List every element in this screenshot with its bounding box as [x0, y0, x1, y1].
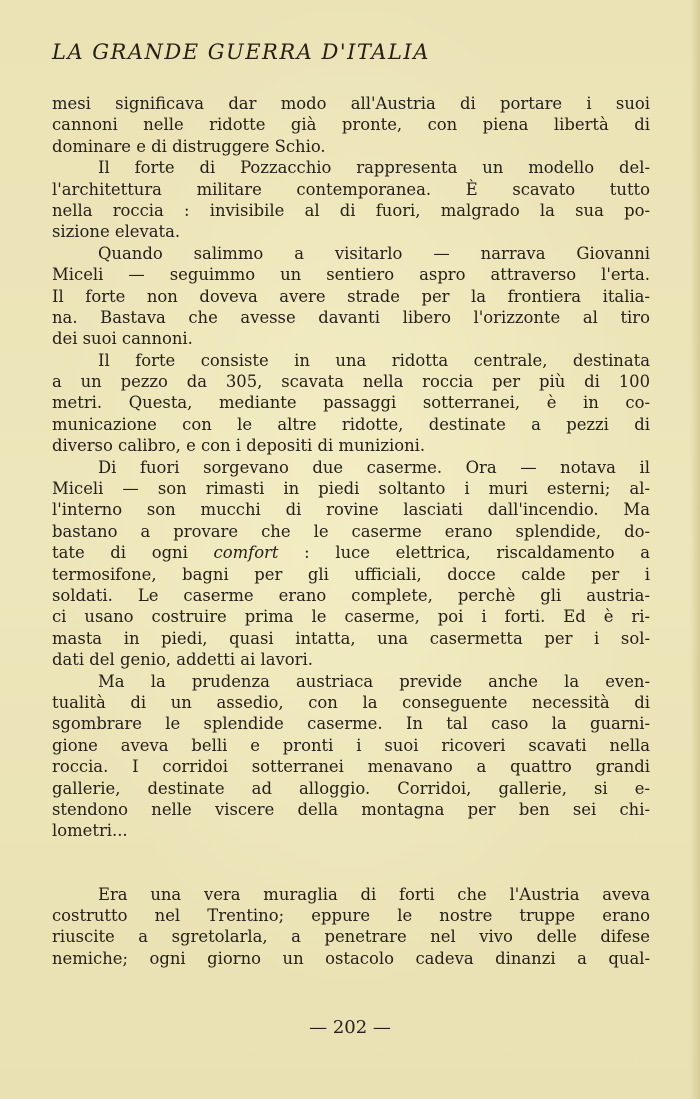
text-line: roccia. I corridoi sotterranei menavano a quattro grandi: [52, 757, 650, 777]
text-line: tate di ogni comfort : luce elettrica, riscaldamento a: [52, 543, 651, 563]
text-line: dei suoi cannoni.: [52, 329, 193, 349]
text-line: nella roccia : invisibile al di fuori, malgrado la sua po-: [52, 200, 650, 220]
text-line: l'interno son mucchi di rovine lasciati dall'incendio. Ma: [52, 500, 650, 520]
text-line: Ma la prudenza austriaca previde anche la even-: [98, 671, 650, 691]
running-title: LA GRANDE GUERRA D'ITALIA: [52, 40, 430, 64]
text-line: diverso calibro, e con i depositi di munizioni.: [52, 436, 426, 456]
page-number: — 202 —: [309, 1017, 391, 1038]
text-line: a un pezzo da 305, scavata nella roccia per più di 100: [52, 372, 650, 392]
text-line: Il forte non doveva avere strade per la frontiera italia-: [52, 286, 650, 306]
text-line: cannoni nelle ridotte già pronte, con piena libertà di: [52, 115, 650, 135]
text-line: lometri...: [52, 821, 128, 841]
text-line: Miceli — son rimasti in piedi soltanto i muri esterni; al-: [52, 479, 650, 499]
text-line: termosifone, bagni per gli ufficiali, docce calde per i: [52, 564, 650, 584]
text-line: sizione elevata.: [52, 222, 181, 242]
section-break: [52, 842, 650, 884]
text-line: mesi significava dar modo all'Austria di portare i suoi: [52, 94, 650, 113]
text-line: gallerie, destinate ad alloggio. Corridoi, gallerie, si e-: [52, 778, 650, 798]
text-line: riuscite a sgretolarla, a penetrare nel vivo delle difese: [52, 927, 650, 947]
text-line: dati del genio, addetti ai lavori.: [52, 650, 313, 670]
text-line: bastano a provare che le caserme erano splendide, do-: [52, 521, 650, 541]
text-line: Quando salimmo a visitarlo — narrava Giovanni: [98, 243, 650, 263]
text-line: na. Bastava che avesse davanti libero l'orizzonte al tiro: [52, 307, 650, 327]
text-line: tualità di un assedio, con la conseguente necessità di: [52, 692, 650, 712]
text-line: ci usano costruire prima le caserme, poi i forti. Ed è ri-: [52, 607, 650, 627]
italic-word: comfort: [213, 543, 279, 563]
text-line: metri. Questa, mediante passaggi sotterranei, è in co-: [52, 393, 650, 413]
text-line: nemiche; ogni giorno un ostacolo cadeva dinanzi a qual-: [52, 948, 650, 968]
text-line: l'architettura militare contemporanea. È scavato tutto: [52, 179, 650, 199]
text-line: Il forte di Pozzacchio rappresenta un modello del-: [98, 158, 650, 178]
text-line: soldati. Le caserme erano complete, perchè gli austria-: [52, 585, 650, 605]
text-line: stendono nelle viscere della montagna per ben sei chi-: [52, 799, 650, 819]
text-line: dominare e di distruggere Schio.: [52, 136, 326, 156]
text-line: municazione con le altre ridotte, destinate a pezzi di: [52, 414, 650, 434]
text-line: Di fuori sorgevano due caserme. Ora — notava il: [98, 457, 650, 477]
text-line: costrutto nel Trentino; eppure le nostre truppe erano: [52, 906, 650, 926]
text-line: sgombrare le splendide caserme. In tal caso la guarni-: [52, 714, 650, 734]
text-line: Miceli — seguimmo un sentiero aspro attraverso l'erta.: [52, 265, 650, 285]
page-edge-shadow: [690, 0, 700, 1099]
text-line: gione aveva belli e pronti i suoi ricoveri scavati nella: [52, 735, 650, 755]
text-line: masta in piedi, quasi intatta, una casermetta per i sol-: [52, 628, 650, 648]
text-line: Era una vera muraglia di forti che l'Austria aveva: [98, 884, 650, 904]
body-text: [52, 93, 650, 969]
text-line: Il forte consiste in una ridotta centrale, destinata: [98, 350, 650, 370]
